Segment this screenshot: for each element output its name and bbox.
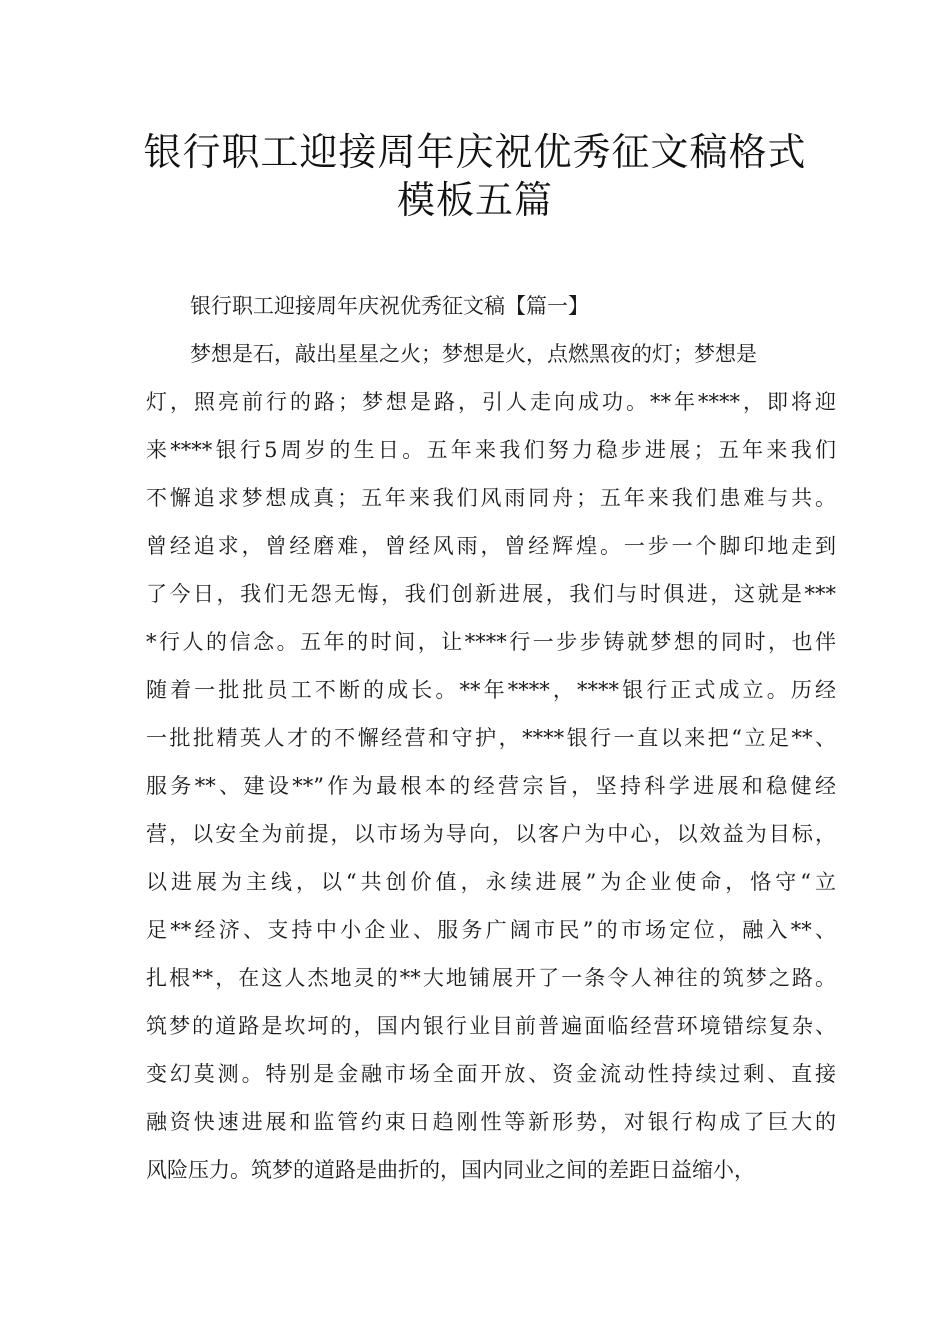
paragraph-line: 融资快速进展和监管约束日趋刚性等新形势，对银行构成了巨大的	[146, 1110, 836, 1134]
document-title	[0, 128, 950, 224]
document-body	[146, 282, 836, 1194]
paragraph-line: 服务**、建设**”作为最根本的经营宗旨，坚持科学进展和稳健经	[146, 774, 836, 798]
paragraph-line: *行人的信念。五年的时间，让****行一步步铸就梦想的同时，也伴	[146, 630, 836, 654]
paragraph-line: 变幻莫测。特别是金融市场全面开放、资金流动性持续过剩、直接	[146, 1062, 836, 1086]
paragraph-line: 营，以安全为前提，以市场为导向，以客户为中心，以效益为目标，	[146, 822, 836, 846]
paragraph-line: 风险压力。筑梦的道路是曲折的，国内同业之间的差距日益缩小，	[146, 1158, 755, 1182]
title-line-2: 模板五篇	[396, 178, 553, 222]
paragraph-line: 灯，照亮前行的路；梦想是路，引人走向成功。**年****，即将迎	[146, 390, 836, 414]
title-line-1: 银行职工迎接周年庆祝优秀征文稿格式	[143, 130, 807, 174]
paragraph-line: 曾经追求，曾经磨难，曾经风雨，曾经辉煌。一步一个脚印地走到	[146, 534, 836, 558]
paragraph-line: 梦想是石，敲出星星之火；梦想是火，点燃黑夜的灯；梦想是	[190, 342, 757, 366]
paragraph-line: 随着一批批员工不断的成长。**年****，****银行正式成立。历经	[146, 678, 836, 702]
paragraph-line: 扎根**，在这人杰地灵的**大地铺展开了一条令人神往的筑梦之路。	[146, 966, 836, 990]
section-heading: 银行职工迎接周年庆祝优秀征文稿【篇一】	[190, 294, 589, 318]
paragraph-line: 足**经济、支持中小企业、服务广阔市民”的市场定位，融入**、	[146, 918, 836, 942]
paragraph-line: 筑梦的道路是坎坷的，国内银行业目前普遍面临经营环境错综复杂、	[146, 1014, 836, 1038]
paragraph-line: 不懈追求梦想成真；五年来我们风雨同舟；五年来我们患难与共。	[146, 486, 836, 510]
paragraph-line: 来****银行5周岁的生日。五年来我们努力稳步进展；五年来我们	[146, 438, 836, 462]
paragraph-line: 以进展为主线，以“共创价值，永续进展”为企业使命，恪守“立	[146, 870, 836, 894]
paragraph-line: 一批批精英人才的不懈经营和守护，****银行一直以来把“立足**、	[146, 726, 836, 750]
paragraph-line: 了今日，我们无怨无悔，我们创新进展，我们与时俱进，这就是***	[146, 582, 836, 606]
